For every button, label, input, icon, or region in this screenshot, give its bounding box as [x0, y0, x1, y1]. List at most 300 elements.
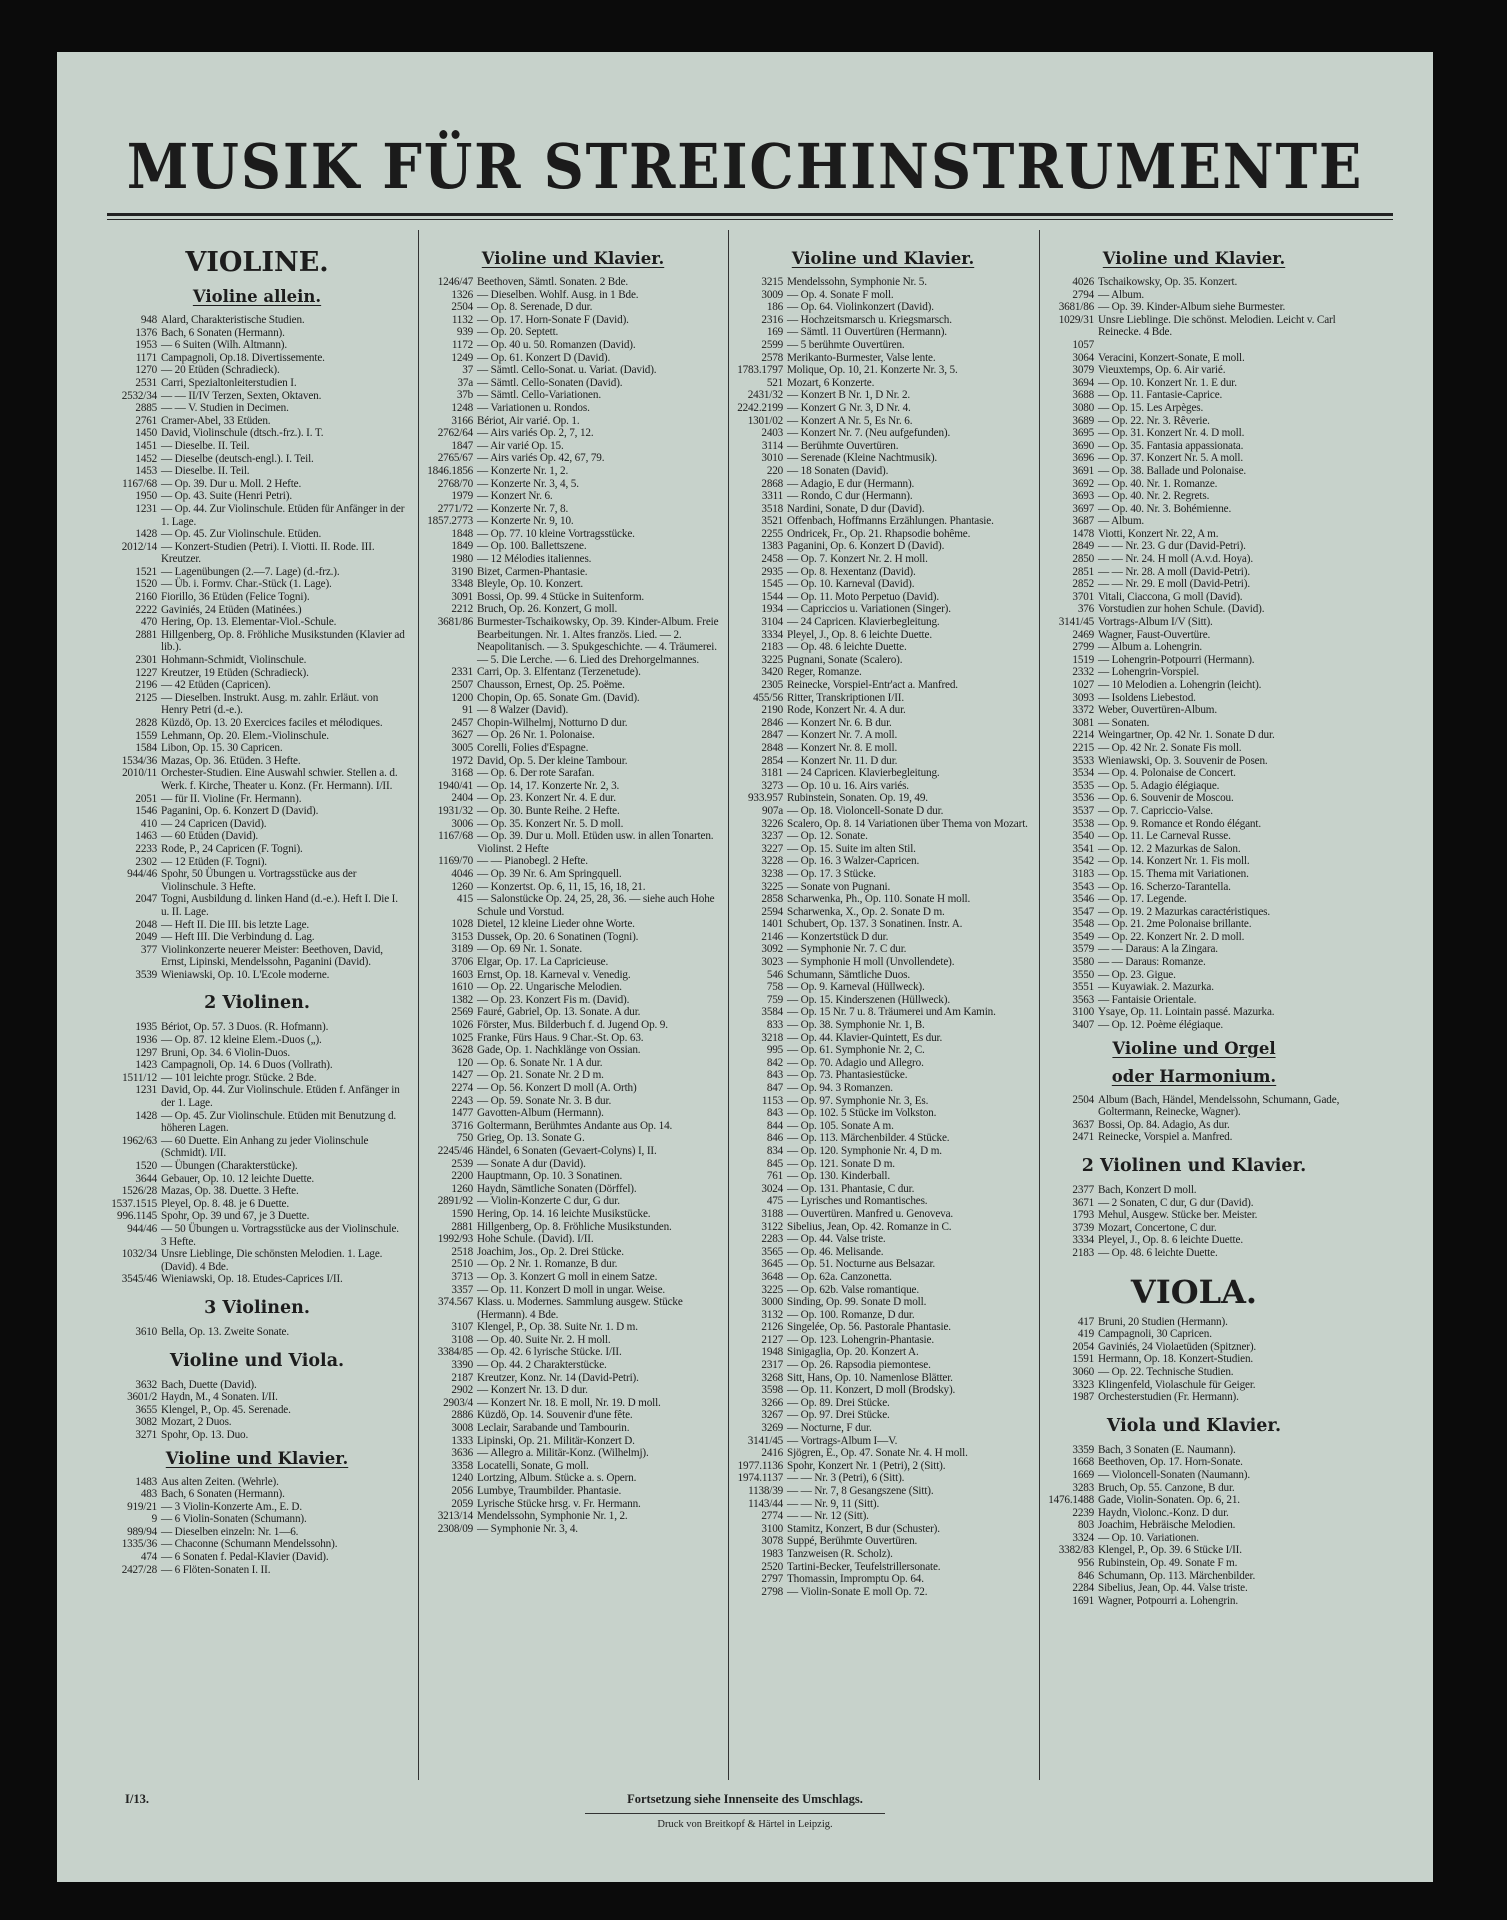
edition-number: 377: [140, 943, 157, 956]
edition-number: 3079: [1072, 364, 1094, 377]
edition-number: 1428: [135, 528, 157, 541]
entry-title: Violinkonzerte neuerer Meister: Beethoven, David, Ernst, Lipinski, Mendelssohn, Paganini (David).: [161, 943, 383, 969]
edition-number: 1028: [451, 918, 473, 931]
edition-number: 907a: [762, 804, 783, 817]
catalog-entry: [423, 1120, 723, 1133]
entry-title: Bach, Duette (David).: [161, 1378, 257, 1391]
entry-title: Mazas, Op. 38. Duette. 3 Hefte.: [161, 1185, 299, 1198]
entry-title: — Op. 48. 6 leichte Duette.: [1098, 1246, 1218, 1259]
edition-number: 1401: [761, 918, 783, 931]
edition-number: 3543: [1072, 880, 1094, 893]
edition-number: 2317: [761, 1359, 783, 1372]
edition-number: 1511/12: [122, 1071, 157, 1084]
edition-number: 1520: [135, 578, 157, 591]
catalog-entry: [1044, 666, 1344, 679]
edition-number: 1519: [1072, 653, 1094, 666]
entry-title: — Konzert Nr. 6. B dur.: [787, 716, 892, 729]
catalog-entry: [733, 692, 1033, 705]
catalog-entry: [733, 1158, 1033, 1171]
edition-number: 1172: [451, 338, 473, 351]
entry-title: — Op. 19. 2 Mazurkas caractéristiques.: [1098, 905, 1271, 918]
catalog-entry: [423, 1195, 723, 1208]
edition-number: 2520: [761, 1560, 783, 1573]
entry-title: — 60 Duette. Ein Anhang zu jeder Violinschule (Schmidt). I/II.: [161, 1134, 369, 1160]
catalog-entry: [107, 1059, 407, 1072]
catalog-entry: [733, 1422, 1033, 1435]
entry-title: Merikanto-Burmester, Valse lente.: [787, 351, 936, 364]
catalog-entry: [733, 1535, 1033, 1548]
catalog-entry: [733, 1032, 1033, 1045]
entry-title: Bruch, Op. 26. Konzert, G moll.: [477, 603, 618, 616]
catalog-entry: [423, 767, 723, 780]
entry-title: — Op. 9. Romance et Rondo élégant.: [1098, 817, 1261, 830]
edition-number: 1610: [451, 981, 473, 994]
edition-number: 2799: [1072, 641, 1094, 654]
catalog-entry: [1044, 1582, 1344, 1595]
edition-number: 3390: [451, 1359, 473, 1372]
catalog-entry: [733, 1346, 1033, 1359]
edition-number: 376: [1077, 603, 1094, 616]
catalog-entry: [733, 1107, 1033, 1120]
edition-number: 521: [766, 376, 783, 389]
entry-title: David, Op. 5. Der kleine Tambour.: [477, 754, 628, 767]
entry-title: Chopin, Op. 65. Sonate Gm. (David).: [477, 691, 640, 704]
edition-number: 3546: [1072, 893, 1094, 906]
catalog-entry: [423, 1221, 723, 1234]
entry-title: Ysaye, Op. 11. Lointain passé. Mazurka.: [1098, 1006, 1275, 1019]
edition-number: 3563: [1072, 993, 1094, 1006]
edition-number: 3324: [1072, 1531, 1094, 1544]
catalog-entry: [423, 566, 723, 579]
catalog-entry: [733, 729, 1033, 742]
edition-number: 1383: [761, 540, 783, 553]
edition-number: 3534: [1072, 767, 1094, 780]
entry-title: Bruni, 20 Studien (Hermann).: [1098, 1315, 1228, 1328]
catalog-entry: [1044, 490, 1344, 503]
edition-number: 1590: [451, 1207, 473, 1220]
edition-number: 2569: [451, 1006, 473, 1019]
catalog-entry: [733, 881, 1033, 894]
catalog-entry: [733, 654, 1033, 667]
edition-number: 3536: [1072, 792, 1094, 805]
edition-number: 2797: [761, 1573, 783, 1586]
edition-number: 3538: [1072, 817, 1094, 830]
edition-number: 3628: [451, 1044, 473, 1057]
entry-title: — — Nr. 29. E moll (David-Petri).: [1098, 578, 1250, 591]
edition-number: 3644: [135, 1172, 157, 1185]
entry-title: Küzdö, Op. 14. Souvenir d'une fête.: [477, 1409, 633, 1422]
edition-number: 1427: [451, 1069, 473, 1082]
entry-title: — Op. 105. Sonate A m.: [787, 1119, 894, 1132]
catalog-entry: [1044, 1391, 1344, 1404]
catalog-entry: [733, 553, 1033, 566]
catalog-entry: [107, 969, 407, 982]
catalog-entry: [107, 1564, 407, 1577]
edition-number: 3023: [761, 956, 783, 969]
edition-number: 2010/11: [122, 767, 157, 780]
entry-title: Bériot, Op. 57. 3 Duos. (R. Hofmann).: [161, 1021, 329, 1034]
catalog-entry: [423, 1472, 723, 1485]
edition-number: 2510: [451, 1258, 473, 1271]
catalog-entry: [733, 1472, 1033, 1485]
catalog-entry: [423, 1246, 723, 1259]
catalog-entry: [423, 1271, 723, 1284]
entry-title: — Ouvertüren. Manfred u. Genoveva.: [787, 1207, 954, 1220]
entry-title: Hohe Schule. (David). I/II.: [477, 1233, 594, 1246]
catalog-entry: [733, 1271, 1033, 1284]
catalog-entry: [107, 755, 407, 768]
entry-title: Mozart, 2 Duos.: [161, 1416, 232, 1429]
edition-number: 3601/2: [127, 1391, 157, 1404]
continuation-note: Fortsetzung siehe Innenseite des Umschlags.: [627, 1792, 863, 1806]
catalog-entry: [107, 402, 407, 415]
entry-title: — Op. 23. Konzert Nr. 4. E dur.: [477, 792, 616, 805]
catalog-entry: [1044, 465, 1344, 478]
entry-title: — Sonate A dur (David).: [477, 1157, 586, 1170]
catalog-entry: [107, 1429, 407, 1442]
catalog-entry: [1044, 1328, 1344, 1341]
edition-number: 3166: [451, 414, 473, 427]
entry-title: — Konzert Nr. 7. A moll.: [787, 729, 898, 742]
entry-title: — Heft II. Die III. bis letzte Lage.: [161, 918, 310, 931]
catalog-entry: [107, 1513, 407, 1526]
edition-number: 3533: [1072, 754, 1094, 767]
catalog-entry: [1044, 843, 1344, 856]
edition-number: 3226: [761, 817, 783, 830]
entry-title: — Op. 3. Konzert G moll in einem Satze.: [477, 1270, 658, 1283]
edition-number: 1668: [1072, 1456, 1094, 1469]
catalog-entry: [423, 1170, 723, 1183]
edition-number: 1934: [761, 603, 783, 616]
entry-title: — 12 Mélodies italiennes.: [477, 553, 592, 566]
edition-number: 847: [766, 1082, 783, 1094]
catalog-entry: [107, 1476, 407, 1489]
catalog-entry: [423, 692, 723, 705]
entry-title: Paganini, Op. 6. Konzert D (David).: [787, 540, 945, 553]
catalog-entry: [1044, 906, 1344, 919]
entry-title: — Airs variés Op. 42, 67, 79.: [477, 452, 605, 465]
edition-number: 995: [766, 1044, 783, 1057]
edition-number: 3213/14: [437, 1510, 473, 1523]
entry-title: Tartini-Becker, Teufelstrillersonate.: [787, 1560, 941, 1573]
edition-number: 2059: [451, 1497, 473, 1510]
catalog-entry: [423, 402, 723, 415]
catalog-entry: [423, 289, 723, 302]
edition-number: 1167/68: [122, 477, 157, 490]
catalog-entry: [733, 289, 1033, 302]
catalog-entry: [733, 490, 1033, 503]
catalog-entry: [423, 616, 723, 666]
entry-title: Vortrags-Album I/V (Sitt).: [1098, 616, 1213, 629]
entry-title: — Op. 77. 10 kleine Vortragsstücke.: [477, 527, 635, 540]
entry-title: — — Nr. 28. A moll (David-Petri).: [1098, 565, 1250, 578]
edition-number: 3535: [1072, 779, 1094, 792]
edition-number: 3006: [451, 817, 473, 830]
edition-number: 419: [1077, 1328, 1094, 1341]
edition-number: 3548: [1072, 918, 1094, 931]
catalog-entry: [107, 1501, 407, 1514]
entry-title: — Adagio, E dur (Hermann).: [787, 477, 915, 490]
entry-title: — Sonate von Pugnani.: [787, 880, 891, 893]
edition-number: 3268: [761, 1371, 783, 1384]
entry-title: Hillgenberg, Op. 8. Fröhliche Musikstunden (Klavier ad lib.).: [161, 628, 405, 654]
catalog-entry: [733, 503, 1033, 516]
catalog-entry: [733, 301, 1033, 314]
catalog-entry: [423, 389, 723, 402]
entry-title: — Op. 39. Dur u. Moll. Etüden usw. in allen Tonarten. Violinst. 2 Hefte: [477, 830, 714, 855]
edition-number: 1029/31: [1058, 313, 1094, 326]
catalog-entry: [733, 1372, 1033, 1385]
entry-title: Gade, Op. 1. Nachklänge von Ossian.: [477, 1044, 641, 1057]
catalog-entry: [423, 603, 723, 616]
entry-title: — Op. 40. Nr. 3. Bohémienne.: [1098, 502, 1232, 515]
edition-number: 3009: [761, 288, 783, 301]
catalog-entry: [733, 1523, 1033, 1536]
entry-title: Franke, Fürs Haus. 9 Char.-St. Op. 63.: [477, 1031, 644, 1044]
entry-title: — Konzert Nr. 11. D dur.: [787, 754, 898, 767]
entry-title: — Op. 37. Konzert Nr. 5. A moll.: [1098, 452, 1243, 465]
catalog-entry: [1044, 1184, 1344, 1197]
edition-number: 1559: [135, 729, 157, 742]
edition-number: 2301: [135, 654, 157, 667]
edition-number: 3694: [1072, 376, 1094, 389]
edition-number: 2762/64: [437, 427, 473, 440]
entry-title: Kreutzer, Konz. Nr. 14 (David-Petri).: [477, 1371, 639, 1384]
edition-number: 2771/72: [437, 502, 473, 515]
edition-number: 2283: [761, 1233, 783, 1246]
catalog-entry: [1044, 1482, 1344, 1495]
entry-title: Spohr, 50 Übungen u. Vortragsstücke aus der Violinschule. 3 Hefte.: [161, 868, 357, 893]
catalog-entry: [733, 1233, 1033, 1246]
entry-title: — Op. 10. Variationen.: [1098, 1531, 1199, 1544]
entry-title: — Op. 22. Ungarische Melodien.: [477, 981, 622, 994]
catalog-entry: [733, 1057, 1033, 1070]
entry-title: — Op. 8. Serenade, D dur.: [477, 301, 593, 314]
entry-title: — Album.: [1098, 288, 1145, 301]
entry-title: — Op. 15 Nr. 7 u. 8. Träumerei und Am Kamin.: [787, 1006, 996, 1019]
catalog-entry: [1044, 742, 1344, 755]
edition-number: 3005: [451, 741, 473, 754]
entry-title: Hering, Op. 14. 16 leichte Musikstücke.: [477, 1207, 651, 1220]
entry-title: — Op. 11. Moto Perpetuo (David).: [787, 590, 940, 603]
catalog-entry: [1044, 289, 1344, 302]
catalog-entry: [107, 478, 407, 491]
entry-title: Beethoven, Sämtl. Sonaten. 2 Bde.: [477, 276, 629, 288]
edition-number: 1987: [1072, 1391, 1094, 1404]
edition-number: 2761: [135, 414, 157, 427]
catalog-entry: [107, 490, 407, 503]
edition-number: 3093: [1072, 691, 1094, 704]
edition-number: 2047: [135, 893, 157, 906]
entry-title: — Op. 31. Konzert Nr. 4. D moll.: [1098, 427, 1245, 440]
entry-title: — Album.: [1098, 515, 1145, 528]
catalog-entry: [423, 1208, 723, 1221]
edition-number: 1948: [761, 1346, 783, 1359]
edition-number: 3080: [1072, 401, 1094, 414]
catalog-entry: [1044, 452, 1344, 465]
catalog-entry: [423, 1082, 723, 1095]
catalog-entry: [107, 390, 407, 403]
entry-title: Schubert, Op. 137. 3 Sonatinen. Instr. A.: [787, 918, 963, 931]
entry-title: Mehul, Ausgew. Stücke ber. Meister.: [1098, 1209, 1258, 1222]
entry-title: — Op. 17. Legende.: [1098, 893, 1187, 906]
edition-number: 996.1145: [117, 1210, 157, 1223]
catalog-entry: [423, 314, 723, 327]
entry-title: — Konzert Nr. 7. (Neu aufgefunden).: [787, 427, 951, 440]
edition-number: 3323: [1072, 1378, 1094, 1391]
catalog-entry: [423, 994, 723, 1007]
entry-title: — Konzert-Studien (Petri). I. Viotti. II. Rode. III. Kreutzer.: [161, 540, 375, 566]
catalog-entry: [733, 402, 1033, 415]
edition-number: 3627: [451, 729, 473, 742]
catalog-entry: [107, 629, 407, 654]
catalog-entry: [733, 981, 1033, 994]
edition-number: 939: [456, 326, 473, 339]
edition-number: 220: [766, 464, 783, 477]
entry-title: Togni, Ausbildung d. linken Hand (d.-e.). Heft I. Die I. u. II. Lage.: [161, 893, 398, 918]
edition-number: 2507: [451, 679, 473, 691]
entry-title: Hering, Op. 13. Elementar-Viol.-Schule.: [161, 616, 337, 629]
catalog-entry: [107, 1021, 407, 1034]
catalog-entry: [107, 1198, 407, 1211]
entry-title: Bach, 6 Sonaten (Hermann).: [161, 326, 285, 339]
entry-title: Scalero, Op. 8. 14 Variationen über Thema von Mozart.: [787, 817, 1028, 830]
edition-number: 1483: [135, 1475, 157, 1488]
entry-title: — Op. 102. 5 Stücke im Volkston.: [787, 1107, 937, 1120]
catalog-entry: [1044, 729, 1344, 742]
catalog-entry: [423, 1334, 723, 1347]
entry-title: — Konzert Nr. 6.: [477, 490, 553, 503]
catalog-entry: [1044, 1519, 1344, 1532]
edition-number: 3334: [761, 628, 783, 641]
edition-number: 2332: [1072, 666, 1094, 679]
entry-title: Joachim, Jos., Op. 2. Drei Stücke.: [477, 1245, 624, 1258]
catalog-entry: [733, 1359, 1033, 1372]
catalog-entry: [107, 843, 407, 856]
edition-number: 2849: [1072, 540, 1094, 553]
edition-number: 3266: [761, 1396, 783, 1409]
entry-title: Sinding, Op. 99. Sonate D moll.: [787, 1296, 927, 1309]
entry-title: — Op. 21. 2me Polonaise brillante.: [1098, 918, 1252, 931]
edition-number: 3542: [1072, 855, 1094, 868]
catalog-entry: [733, 603, 1033, 616]
edition-number: 2886: [451, 1409, 473, 1422]
catalog-entry: [733, 314, 1033, 327]
catalog-entry: [733, 1498, 1033, 1511]
catalog-entry: [1044, 1469, 1344, 1482]
catalog-entry: [1044, 868, 1344, 881]
edition-number: 1451: [135, 439, 157, 452]
catalog-entry: [107, 503, 407, 528]
entry-title: Wieniawski, Op. 10. L'Ecole moderne.: [161, 968, 330, 981]
entry-title: — Op. 87. 12 kleine Elem.-Duos („).: [161, 1034, 322, 1047]
entry-title: Pleyel, Op. 8. 48. je 6 Duette.: [161, 1197, 290, 1210]
edition-number: 1297: [135, 1046, 157, 1059]
catalog-entry: [733, 1019, 1033, 1032]
catalog-entry: [107, 679, 407, 692]
edition-number: 3218: [761, 1031, 783, 1044]
catalog-entry: [733, 742, 1033, 755]
catalog-entry: [1044, 352, 1344, 365]
catalog-entry: [733, 629, 1033, 642]
edition-number: 2518: [451, 1245, 473, 1258]
edition-number: 944/46: [127, 868, 157, 881]
edition-number: 1544: [761, 590, 783, 603]
entry-title: Rode, P., 24 Capricen (F. Togni).: [161, 842, 303, 855]
edition-number: 3706: [451, 956, 473, 969]
entry-title: — Air varié Op. 15.: [477, 439, 564, 452]
edition-number: 1227: [135, 666, 157, 679]
catalog-entry: [1044, 704, 1344, 717]
edition-number: 2233: [135, 842, 157, 855]
edition-number: 1027: [1072, 679, 1094, 691]
edition-number: 3141/45: [1058, 616, 1094, 629]
catalog-entry: [733, 755, 1033, 768]
edition-number: 2903/4: [443, 1396, 473, 1409]
edition-number: 2274: [451, 1082, 473, 1094]
entry-title: — Rondo, C dur (Hermann).: [787, 490, 913, 503]
entry-title: Rubinstein, Sonaten. Op. 19, 49.: [787, 792, 928, 805]
edition-number: 37b: [456, 389, 473, 402]
edition-number: 2048: [135, 918, 157, 931]
catalog-entry: [107, 1110, 407, 1135]
edition-number: 2056: [451, 1485, 473, 1497]
catalog-entry: [423, 780, 723, 793]
entry-title: Gaviniés, 24 Violaetüden (Spitzner).: [1098, 1340, 1257, 1353]
edition-number: 3114: [761, 439, 783, 452]
entry-title: — Op. 10. Karneval (David).: [787, 578, 915, 591]
entry-title: Vitali, Ciaccona, G moll (David).: [1098, 590, 1243, 603]
catalog-entry: [733, 1120, 1033, 1133]
catalog-entry: [423, 830, 723, 855]
entry-title: Reinecke, Vorspiel a. Manfred.: [1098, 1131, 1233, 1144]
edition-number: 2305: [761, 679, 783, 691]
catalog-entry: [1044, 578, 1344, 591]
edition-number: 1057: [1072, 338, 1094, 351]
catalog-entry: [423, 943, 723, 956]
edition-number: 3082: [135, 1416, 157, 1429]
catalog-entry: [733, 1284, 1033, 1297]
catalog-entry: [1044, 1557, 1344, 1570]
catalog-entry: [107, 868, 407, 893]
entry-title: — Dieselben. Instrukt. Ausg. m. zahlr. Erläut. von Henry Petri (d.-e.).: [161, 691, 379, 717]
entry-title: Wagner, Faust-Ouvertüre.: [1098, 628, 1211, 641]
catalog-entry: [1044, 515, 1344, 528]
catalog-entry: [423, 1384, 723, 1397]
edition-number: 2794: [1072, 288, 1094, 301]
edition-number: 3541: [1072, 842, 1094, 855]
catalog-entry: [1044, 767, 1344, 780]
edition-number: 750: [456, 1132, 473, 1145]
edition-number: 2404: [451, 792, 473, 805]
edition-number: 2902: [451, 1384, 473, 1397]
edition-number: 843: [766, 1107, 783, 1120]
entry-title: — Op. 22. Nr. 3. Rêverie.: [1098, 414, 1210, 427]
entry-title: Klengel, P., Op. 39. 6 Stücke I/II.: [1098, 1544, 1242, 1557]
catalog-entry: [733, 830, 1033, 843]
edition-number: 1983: [761, 1547, 783, 1560]
entry-title: — Capriccios u. Variationen (Singer).: [787, 603, 951, 616]
catalog-entry: [423, 1460, 723, 1473]
entry-title: — 6 Flöten-Sonaten I. II.: [161, 1563, 271, 1576]
edition-number: 1520: [135, 1160, 157, 1172]
entry-title: — Op. 14. Konzert Nr. 1. Fis moll.: [1098, 855, 1250, 868]
edition-number: 3357: [451, 1283, 473, 1296]
entry-title: David, Violinschule (dtsch.-frz.). I. T.: [161, 427, 324, 440]
entry-title: Dietel, 12 kleine Lieder ohne Worte.: [477, 918, 635, 931]
edition-number: 3348: [451, 578, 473, 591]
catalog-entry: [1044, 503, 1344, 516]
